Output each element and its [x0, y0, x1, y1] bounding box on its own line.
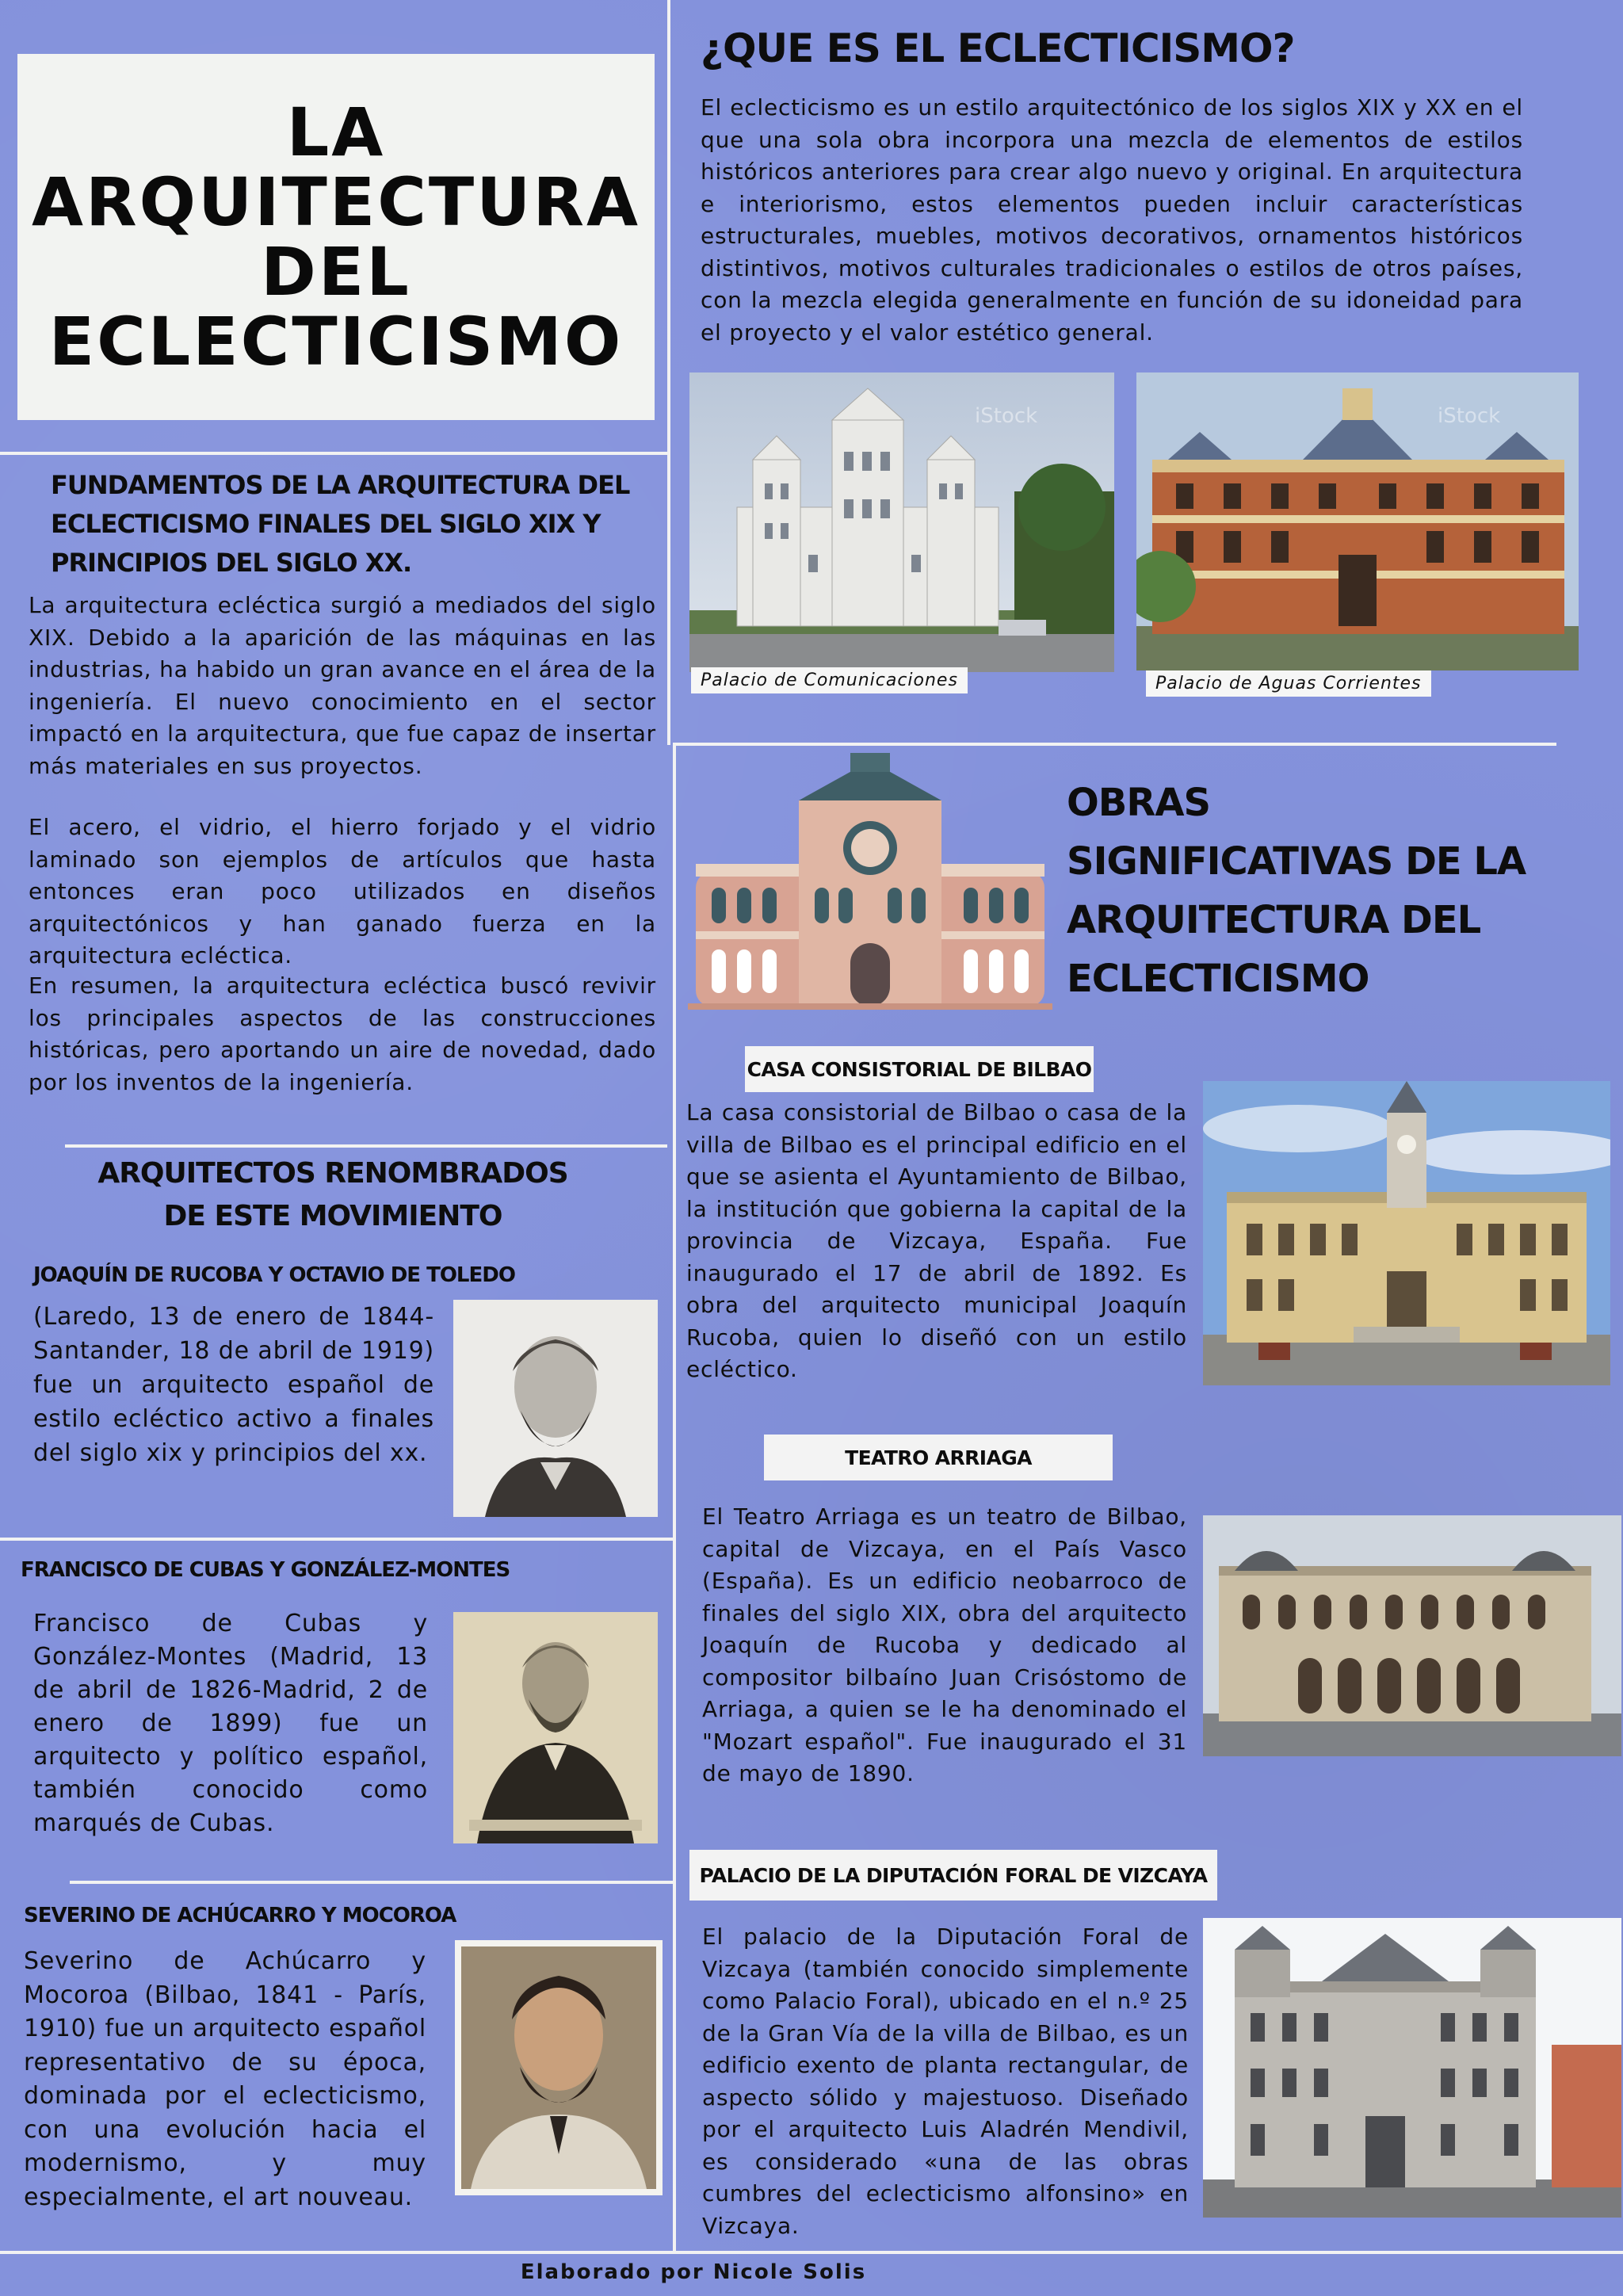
- fundamentos-heading: FUNDAMENTOS DE LA ARQUITECTURA DEL ECLECTICISMO FINALES DEL SIGLO XIX Y PRINCIPIOS DEL SIGLO XX.: [51, 470, 630, 578]
- palacio-comunicaciones-photo: [689, 372, 1114, 672]
- obra-2-text: El Teatro Arriaga es un teatro de Bilbao, capital de Vizcaya, en el País Vasco (España). Es un edificio neobarroco de finales del siglo XIX, obra del arquitecto Joaquín de Rucoba y dedicado al compositor bilbaíno Juan Crisóstomo de Arriaga, a quien se le ha denominado el "Mozart español". Fue inaugurado el 31 de mayo de 1890.: [702, 1503, 1187, 1786]
- title-box: [17, 54, 655, 420]
- divider-bottom: [0, 2251, 1623, 2254]
- architect-3-text: Severino de Achúcarro y Mocoroa (Bilbao, 1841 - París, 1910) fue un arquitecto español representativo de su época, dominada por el eclecticismo, con una evolución hacia el modernismo, y muy especialmente, el art nouveau.: [24, 1947, 426, 2211]
- architect-1-text: (Laredo, 13 de enero de 1844-Santander, 18 de abril de 1919) fue un arquitecto español de estilo ecléctico activo a finales del siglo xix y principios del xx.: [33, 1303, 434, 1467]
- title-line-3: DEL: [261, 233, 411, 311]
- fundamentos-p2: El acero, el vidrio, el hierro forjado y el vidrio laminado son ejemplos de artículos que hasta entonces eran poco utilizados en diseños arquitectónicos y han ganado fuerza en la arquitectura ecléctica.: [29, 814, 656, 968]
- palacio-foral-photo: [1203, 1918, 1621, 2218]
- theater-illustration: [688, 753, 1052, 1014]
- architect-1-name: JOAQUÍN DE RUCOBA Y OCTAVIO DE TOLEDO: [33, 1263, 515, 1287]
- architect-1-portrait: [453, 1300, 658, 1517]
- architect-3-name: SEVERINO DE ACHÚCARRO Y MOCOROA: [24, 1904, 456, 1927]
- divider-left-4: [70, 1881, 673, 1884]
- architect-2-portrait: [453, 1612, 658, 1843]
- architect-3-portrait: [455, 1940, 663, 2195]
- watermark-text: iStock: [975, 404, 1038, 428]
- footer-credit: Elaborado por Nicole Solis: [520, 2260, 867, 2284]
- obras-heading-line-2: SIGNIFICATIVAS DE LA: [1067, 839, 1526, 884]
- watermark-text-2: iStock: [1438, 404, 1501, 428]
- arquitectos-heading: [32, 1152, 634, 1238]
- title-line-4: ECLECTICISMO: [48, 303, 624, 380]
- arquitectos-heading-line-2: DE ESTE MOVIMIENTO: [163, 1200, 502, 1232]
- vertical-divider-bottom: [673, 745, 676, 2251]
- palacio-aguas-corrientes-photo: [1136, 372, 1579, 670]
- architect-2-name: FRANCISCO DE CUBAS Y GONZÁLEZ-MONTES: [21, 1558, 510, 1582]
- what-is-heading: ¿QUE ES EL ECLECTICISMO?: [701, 25, 1295, 71]
- fundamentos-p3: En resumen, la arquitectura ecléctica buscó revivir los principales aspectos de las construcciones históricas, pero aportando un aire de novedad, dado por los inventos de la ingeniería.: [29, 972, 656, 1095]
- divider-left-1: [0, 452, 667, 455]
- fundamentos-p1: La arquitectura ecléctica surgió a mediados del siglo XIX. Debido a la aparición de las máquinas en las industrias, ha habido un gran avance en el área de la ingeniería. El nuevo conocimiento en el sector impactó en la arquitectura, que fue capaz de insertar más materiales en sus proyectos.: [29, 592, 656, 779]
- palacio-comunicaciones-caption: Palacio de Comunicaciones: [691, 667, 968, 693]
- divider-left-3: [0, 1538, 673, 1541]
- page-title: [17, 54, 655, 420]
- arquitectos-heading-line-1: ARQUITECTOS RENOMBRADOS: [97, 1157, 568, 1190]
- architect-2-text: Francisco de Cubas y González-Montes (Madrid, 13 de abril de 1826-Madrid, 2 de enero de 1899) fue un arquitecto y político español, también conocido como marqués de Cubas.: [33, 1610, 428, 1837]
- obra-3-text: El palacio de la Diputación Foral de Vizcaya (también conocido simplemente como Palacio Foral), ubicado en el n.º 25 de la Gran Vía de la villa de Bilbao, es un edificio exento de planta rectangular, de aspecto sólido y majestuoso. Diseñado por el arquitecto Luis Aladrén Mendivil, es considerado «una de las obras cumbres del eclecticismo alfonsino» en Vizcaya.: [702, 1924, 1189, 2239]
- obra-1-text: La casa consistorial de Bilbao o casa de la villa de Bilbao es el principal edificio en el que se asienta el Ayuntamiento de Bilbao, la institución que gobierna la capital de la provincia de Vizcaya, España. Fue inaugurado el 17 de abril de 1892. Es obra del arquitecto municipal Joaquín Rucoba, quien lo diseñó con un estilo ecléctico.: [686, 1099, 1187, 1382]
- palacio-aguas-caption: Palacio de Aguas Corrientes: [1146, 670, 1431, 697]
- obra-1-label: CASA CONSISTORIAL DE BILBAO: [745, 1046, 1094, 1092]
- vertical-divider-top: [667, 0, 670, 745]
- obra-2-label: TEATRO ARRIAGA: [764, 1435, 1113, 1480]
- obras-heading: [1067, 774, 1526, 1008]
- obras-heading-line-4: ECLECTICISMO: [1067, 957, 1369, 1001]
- divider-left-2: [65, 1144, 667, 1148]
- obras-heading-line-3: ARQUITECTURA DEL: [1067, 898, 1481, 942]
- divider-right-1: [673, 743, 1556, 746]
- what-is-text: El eclecticismo es un estilo arquitectónico de los siglos XIX y XX en el que una sola obra incorpora una mezcla de elementos de estilos históricos anteriores para crear algo nuevo y original. En arquitectura e interiorismo, estos elementos pueden incluir características estructurales, muebles, motivos decorativos, ornamentos históricos distintivos, motivos culturales tradicionales o estilos de otros países, con la mezcla elegida generalmente en función de su idoneidad para el proyecto y el valor estético general.: [701, 94, 1523, 346]
- obra-3-label: PALACIO DE LA DIPUTACIÓN FORAL DE VIZCAYA: [689, 1850, 1217, 1901]
- obras-heading-line-1: OBRAS: [1067, 781, 1211, 825]
- teatro-arriaga-photo: [1203, 1515, 1621, 1756]
- casa-consistorial-photo: [1203, 1081, 1610, 1385]
- title-line-2: ARQUITECTURA: [31, 163, 641, 241]
- title-line-1: LA: [286, 94, 386, 171]
